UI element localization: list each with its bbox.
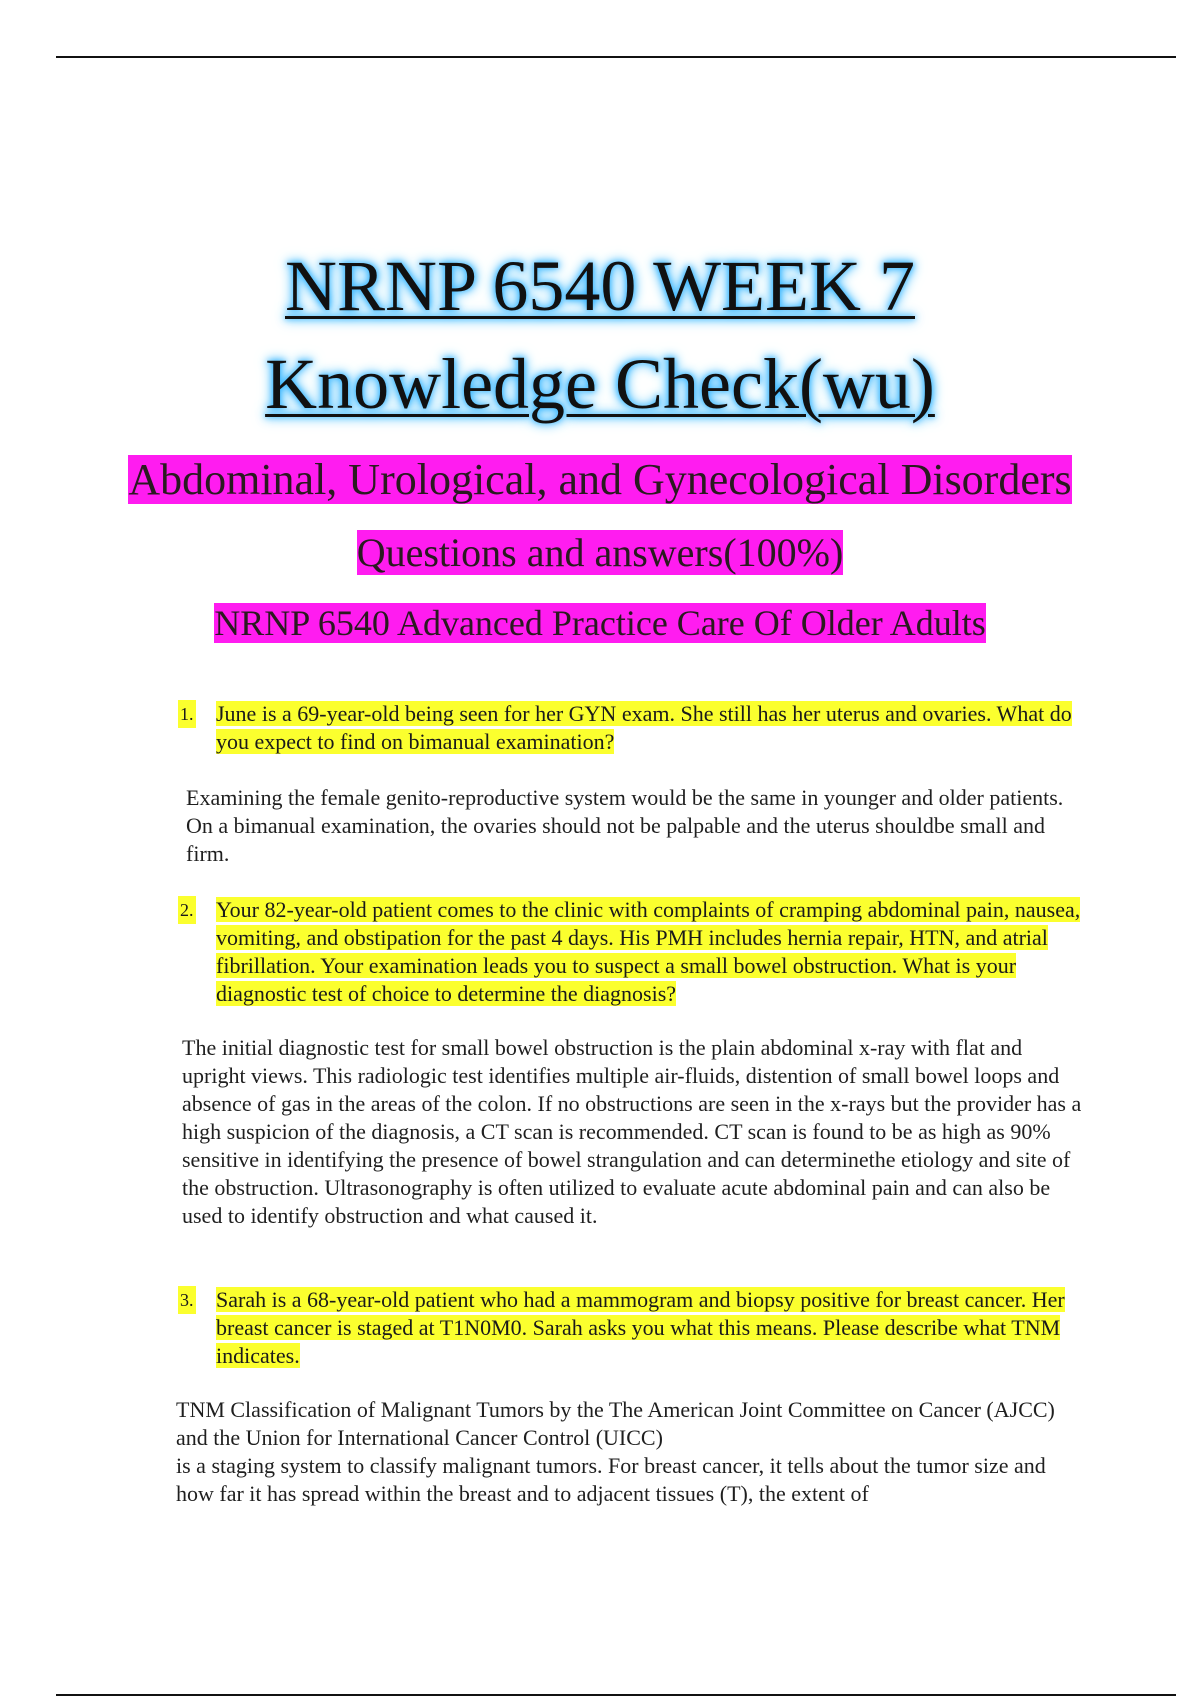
answer-3-line-1: TNM Classification of Malignant Tumors by the The American Joint Committee on Cancer (AJCC) and the Union for International Cancer Control (UICC) [176,1397,1055,1450]
question-2 [178,896,1098,1008]
question-number: 1. [178,700,196,728]
subtitle-qa: Questions and answers(100%) [356,530,844,575]
answer-2: The initial diagnostic test for small bowel obstruction is the plain abdominal x-ray with flat and upright views. This radiologic test identifies multiple air-fluids, distention of small bowel loops and absence of gas in the areas of the colon. If no obstructions are seen in the x-rays but the provider has a high suspicion of the diagnosis, a CT scan is recommended. CT scan is found to be as high as 90% sensitive in identifying the presence of bowel strangulation and can determinethe etiology and site of the obstruction. Ultrasonography is often utilized to evaluate acute abdominal pain and can also be used to identify obstruction and what caused it. [182,1035,1082,1228]
top-rule [56,56,1176,58]
question-number: 3. [178,1286,196,1314]
question-1 [178,700,1098,756]
question-3 [178,1286,1098,1370]
question-text: Your 82-year-old patient comes to the clinic with complaints of cramping abdominal pain, nausea, vomiting, and obstipation for the past 4 days. His PMH includes hernia repair, HTN, and atrial fibrillation. Your examination leads you to suspect a small bowel obstruction. What is your diagnostic test of choice to determine the diagnosis? [216,897,1081,1006]
subtitle-course: NRNP 6540 Advanced Practice Care Of Older Adults [214,603,986,643]
question-text: June is a 69-year-old being seen for her GYN exam. She still has her uterus and ovaries. What do you expect to find on bimanual examination? [216,701,1072,754]
question-text: Sarah is a 68-year-old patient who had a mammogram and biopsy positive for breast cancer. Her breast cancer is staged at T1N0M0. Sarah asks you what this means. Please describe what TNM indicates. [216,1287,1065,1368]
subtitle-topic: Abdominal, Urological, and Gynecological Disorders [128,455,1072,504]
answer-3-line-2: is a staging system to classify malignant tumors. For breast cancer, it tells about the tumor size and how far it has spread within the breast and to adjacent tissues (T), the extent of [176,1453,1046,1506]
page-title-line-2: Knowledge Check(wu) [265,344,935,424]
page-title-line-1: NRNP 6540 WEEK 7 [285,246,915,326]
answer-3 [176,1396,1076,1508]
answer-1: Examining the female genito-reproductive system would be the same in younger and older patients. On a bimanual examination, the ovaries should not be palpable and the uterus shouldbe small and firm. [186,785,1064,866]
bottom-rule [56,1694,1176,1696]
question-number: 2. [178,896,196,924]
